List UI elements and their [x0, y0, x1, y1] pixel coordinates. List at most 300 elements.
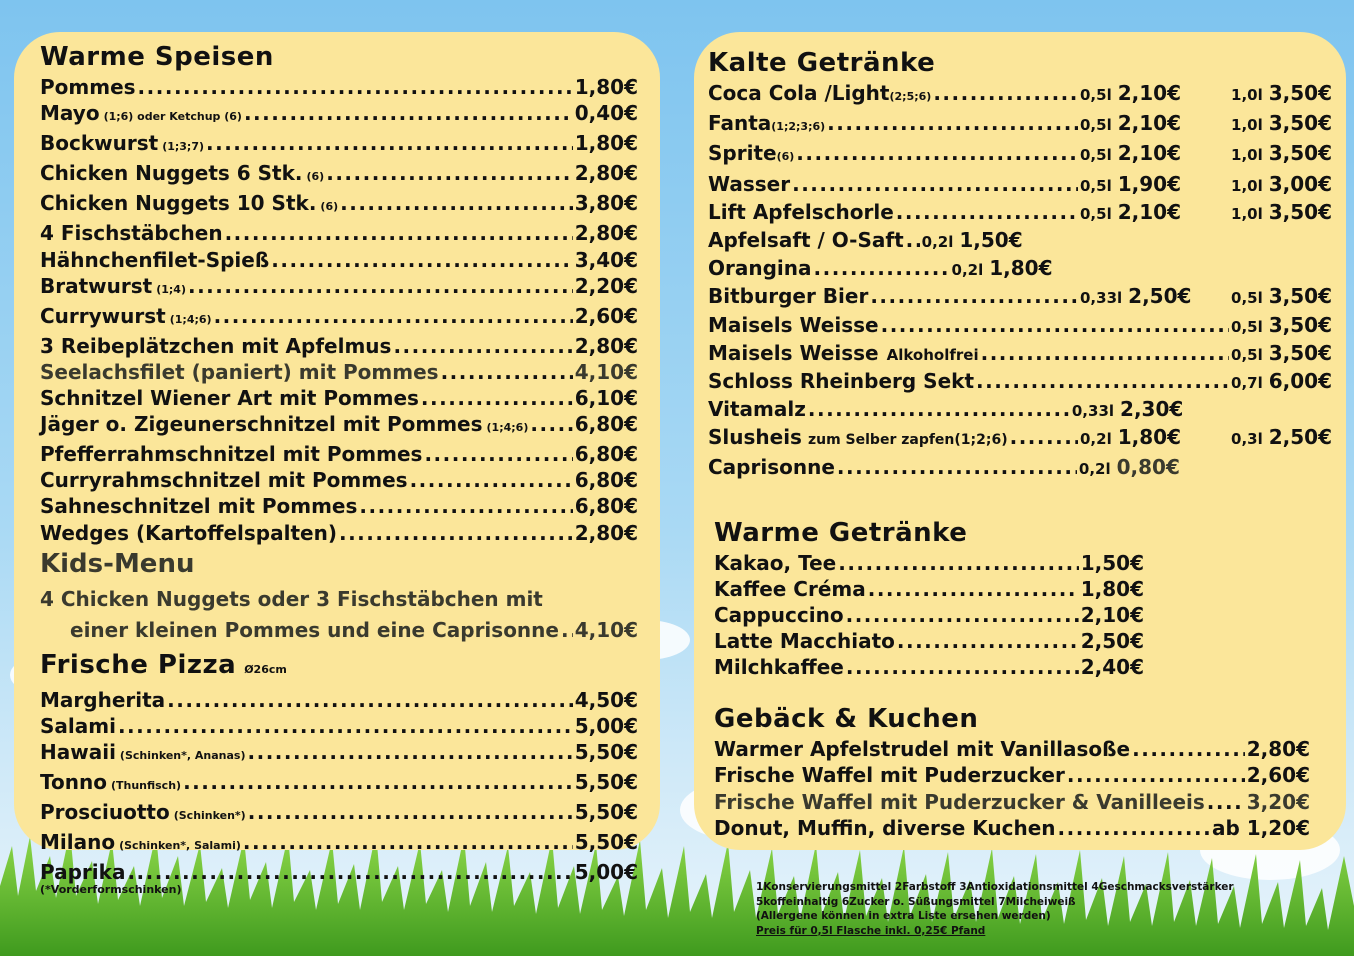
menu-item-name	[40, 799, 246, 829]
menu-item-name	[40, 520, 337, 546]
drink-name-text: Coca Cola /Light	[708, 81, 890, 105]
kids-menu-price: 4,10€	[574, 617, 638, 642]
dot-leader	[118, 713, 573, 739]
menu-item-price: 2,80€	[574, 161, 638, 186]
dot-leader	[1132, 736, 1245, 762]
menu-item-name-text: Frische Waffel mit Puderzucker & Vanilleeis	[714, 789, 1205, 814]
dot-leader	[881, 312, 1229, 338]
menu-item-name	[40, 739, 246, 769]
menu-item-name	[40, 493, 357, 519]
menu-item-price: 1,80€	[574, 75, 638, 99]
drink-price: 3,50€	[1268, 141, 1332, 166]
dot-leader	[441, 359, 573, 385]
menu-item	[714, 602, 1144, 628]
menu-item-name	[40, 769, 181, 799]
dot-leader	[421, 385, 573, 411]
drink-size-price-2	[1220, 110, 1332, 138]
menu-item	[40, 411, 638, 441]
menu-item	[40, 190, 638, 220]
dot-leader	[561, 615, 573, 646]
menu-item	[714, 815, 1310, 841]
drink-size-price-2	[1220, 424, 1332, 452]
legend-line: 5koffeinhaltig 6Zucker o. Süßungsmittel 7Milcheiweiß	[756, 895, 1076, 908]
menu-item-name	[40, 411, 528, 441]
drink-size-price-1	[922, 227, 1023, 255]
menu-item-name	[40, 273, 186, 303]
drink-volume: 0,5l	[1231, 289, 1263, 308]
menu-item-price: ab 1,20€	[1211, 815, 1310, 840]
dot-leader	[808, 396, 1070, 422]
drink-price: 2,10€	[1117, 81, 1181, 105]
menu-item-name	[714, 654, 844, 680]
drink-name	[708, 140, 794, 170]
drink-size-price-1	[1231, 368, 1332, 396]
dot-leader	[981, 340, 1229, 366]
drink-size-price-1	[1072, 396, 1183, 424]
drink-volume: 0,5l	[1080, 146, 1112, 165]
menu-item-name-text: Hawaii	[40, 739, 116, 764]
menu-item	[40, 385, 638, 411]
pizza-title: Frische Pizza	[40, 649, 237, 680]
menu-item-name-text: Curryrahmschnitzel mit Pommes	[40, 468, 408, 493]
menu-item-price: 1,50€	[1080, 550, 1144, 575]
menu-item-name-text: Schnitzel Wiener Art mit Pommes	[40, 386, 419, 411]
drink-volume: 1,0l	[1231, 176, 1263, 195]
drink-price: 6,00€	[1268, 369, 1332, 394]
drink-price: 3,50€	[1268, 199, 1332, 224]
dot-leader	[530, 411, 572, 437]
menu-item-name-text: Bockwurst	[40, 131, 159, 156]
menu-item-name	[40, 220, 223, 246]
menu-item	[40, 467, 638, 493]
menu-item-name-text: Wedges (Kartoffelspalten)	[40, 520, 337, 545]
menu-item-name-text: Tonno	[40, 769, 107, 794]
menu-item-price: 6,80€	[574, 468, 638, 493]
drink-price: 1,80€	[989, 256, 1053, 281]
drink-volume: 1,0l	[1231, 116, 1263, 135]
dot-leader	[359, 493, 572, 519]
menu-item-price: 3,20€	[1246, 789, 1310, 814]
drink-volume: 0,2l	[1078, 459, 1111, 478]
dot-leader	[339, 520, 573, 546]
drink-price: 1,90€	[1117, 171, 1181, 196]
drink-volume: 0,5l	[1080, 116, 1112, 135]
menu-item-name-text: Hähnchenfilet-Spieß	[40, 247, 270, 272]
menu-item-name	[40, 100, 242, 130]
drink-name-text: Slusheis	[708, 425, 802, 450]
menu-item	[714, 654, 1144, 680]
drink-volume: 0,5l	[1231, 317, 1263, 336]
pizza-size: Ø26cm	[244, 662, 287, 676]
menu-item-price: 5,50€	[574, 769, 638, 794]
kids-menu-line2-text: einer kleinen Pommes und eine Caprisonne	[70, 617, 559, 642]
dot-leader	[248, 739, 573, 765]
menu-item	[40, 713, 638, 739]
drink-size-price-1	[1080, 283, 1220, 311]
menu-item-price: 2,10€	[1080, 603, 1144, 628]
kids-menu-line2	[40, 615, 638, 646]
drink-price: 3,50€	[1268, 312, 1332, 337]
menu-item-allergens: (1;6) oder Ketchup (6)	[103, 110, 242, 124]
dot-leader	[1058, 815, 1210, 841]
menu-item-price: 5,00€	[574, 713, 638, 738]
drink-size-price-1	[1080, 110, 1220, 138]
menu-item	[714, 789, 1310, 815]
menu-item-name	[714, 815, 1056, 841]
menu-item	[40, 359, 638, 385]
menu-item	[714, 762, 1310, 788]
drink-volume: 0,2l	[951, 261, 984, 280]
drink-volume: 0,5l	[1080, 176, 1112, 195]
menu-item-name-text: Kakao, Tee	[714, 550, 837, 575]
dot-leader	[410, 467, 573, 493]
menu-item-name	[714, 550, 836, 576]
kids-menu-line1: 4 Chicken Nuggets oder 3 Fischstäbchen mit	[40, 586, 543, 611]
menu-item-allergens: (1;4;6)	[169, 312, 212, 326]
menu-item-name	[40, 713, 116, 739]
drink-allergens: (1;2;3;6)	[771, 120, 826, 134]
menu-item-price: 2,80€	[1246, 737, 1310, 762]
menu-item-price: 6,10€	[574, 386, 638, 411]
drink-volume: 1,0l	[1231, 204, 1263, 223]
section-title-warme-getraenke: Warme Getränke	[714, 517, 968, 548]
dot-leader	[326, 160, 573, 186]
drink-size-price-1	[1079, 454, 1180, 482]
menu-item-price: 3,40€	[574, 247, 638, 272]
menu-item-name	[714, 602, 844, 628]
menu-item-price: 3,80€	[574, 191, 638, 216]
menu-item-name-text: Currywurst	[40, 303, 166, 328]
legend-line: 1Konservierungsmittel 2Farbstoff 3Antioxidationsmittel 4Geschmacksverstärker	[756, 881, 1234, 893]
drink-name-text: Schloss Rheinberg Sekt	[708, 369, 975, 394]
dot-leader	[1067, 762, 1245, 788]
drink-item	[708, 283, 1332, 311]
menu-item-allergens: (1;4;6)	[486, 421, 529, 435]
drink-allergens: (2;5;6)	[889, 90, 932, 103]
menu-item	[40, 520, 638, 546]
menu-item-price: 2,80€	[574, 221, 638, 246]
legend-line: (Allergene können in extra Liste ersehen werden)	[756, 910, 1051, 922]
drink-item	[708, 110, 1332, 140]
dot-leader	[868, 576, 1079, 602]
menu-item-name	[40, 190, 338, 220]
drink-name	[708, 80, 931, 110]
dot-leader	[906, 227, 920, 253]
dot-leader	[248, 799, 573, 825]
dot-leader	[846, 654, 1079, 680]
menu-item	[40, 160, 638, 190]
allergen-legend	[756, 880, 1234, 938]
drink-price: 2,10€	[1117, 111, 1181, 136]
menu-item-price: 1,80€	[1080, 576, 1144, 601]
section-title-kids-menu: Kids-Menu	[40, 548, 195, 579]
drink-size-price-1	[1231, 312, 1332, 340]
dot-leader	[896, 199, 1078, 225]
dot-leader	[225, 220, 573, 246]
menu-item-name	[40, 130, 204, 160]
dot-leader	[870, 283, 1078, 309]
drink-size-price-1	[1080, 424, 1220, 452]
drink-price: 3,00€	[1268, 171, 1332, 196]
drink-volume: 0,5l	[1080, 204, 1112, 223]
drink-name-text: Maisels Weisse	[708, 312, 879, 337]
drink-name	[708, 454, 835, 480]
drink-size-price-2	[1220, 283, 1332, 311]
drink-name-text: Caprisonne	[708, 454, 835, 479]
drink-volume: 1,0l	[1231, 146, 1263, 165]
menu-item-name	[40, 359, 439, 385]
menu-item-name	[714, 736, 1130, 762]
drink-size-price-1	[1080, 80, 1220, 108]
dot-leader	[827, 110, 1078, 136]
drink-price: 2,10€	[1117, 141, 1181, 166]
menu-item-name-text: Pfefferrahmschnitzel mit Pommes	[40, 442, 423, 467]
drink-size-price-1	[1080, 140, 1220, 168]
menu-item	[714, 576, 1144, 602]
drink-volume: 0,3l	[1231, 430, 1263, 449]
menu-item	[40, 333, 638, 359]
drinks-menu-panel	[694, 32, 1346, 850]
dot-leader	[244, 100, 573, 126]
menu-item-name-text: Bratwurst	[40, 273, 153, 298]
drink-item	[708, 454, 1332, 482]
menu-item-allergens: (1;4)	[156, 282, 186, 296]
menu-item	[714, 736, 1310, 762]
dot-leader	[393, 333, 572, 359]
drink-name-text: Apfelsaft / O-Saft	[708, 228, 904, 253]
menu-item-price: 2,80€	[574, 333, 638, 358]
drink-item	[708, 199, 1332, 227]
menu-item-price: 2,60€	[1246, 763, 1310, 788]
menu-item-name	[714, 576, 866, 602]
drink-item	[708, 227, 1332, 255]
drink-name-text: Maisels Weisse	[708, 340, 879, 365]
menu-item-name	[40, 333, 391, 359]
menu-item-allergens: (Schinken*)	[173, 808, 246, 822]
legend-pfand-note: Preis für 0,5l Flasche inkl. 0,25€ Pfand	[756, 924, 986, 937]
drink-size-price-1	[952, 255, 1053, 283]
menu-item-allergens: (Thunfisch)	[110, 778, 182, 792]
drink-item	[708, 396, 1332, 424]
drink-size-price-1	[1080, 171, 1220, 199]
menu-item-name-text: Warmer Apfelstrudel mit Vanillasoße	[714, 737, 1131, 762]
dot-leader	[188, 273, 573, 299]
drink-volume: 0,5l	[1231, 345, 1263, 364]
dot-leader	[424, 441, 572, 467]
drink-name	[708, 171, 790, 197]
dot-leader	[1010, 424, 1078, 450]
drink-name	[708, 199, 894, 225]
dot-leader	[933, 80, 1078, 106]
menu-item	[40, 739, 638, 769]
drink-name-text: Orangina	[708, 256, 812, 281]
menu-item-name-text: Paprika	[40, 860, 126, 885]
menu-item	[40, 100, 638, 130]
menu-item	[40, 493, 638, 519]
dot-leader	[796, 140, 1078, 166]
menu-item-name	[714, 762, 1065, 788]
menu-item-name-text: Mayo	[40, 101, 100, 126]
menu-item-name-text: Prosciuotto	[40, 799, 170, 824]
dot-leader	[838, 550, 1079, 576]
drink-size-price-2	[1220, 199, 1332, 227]
drink-volume: 0,7l	[1231, 374, 1263, 393]
drink-item	[708, 340, 1332, 368]
menu-item-name	[40, 74, 136, 100]
menu-item-name-text: Milchkaffee	[714, 655, 844, 680]
menu-item-price: 2,60€	[574, 303, 638, 328]
menu-item-name	[40, 303, 212, 333]
drink-price: 2,30€	[1120, 397, 1184, 422]
menu-item-name	[40, 829, 241, 859]
drink-price: 2,10€	[1117, 199, 1181, 224]
drink-volume: 0,33l	[1080, 289, 1123, 308]
menu-item-price: 5,50€	[574, 799, 638, 824]
dot-leader	[837, 454, 1077, 480]
drink-item	[708, 424, 1332, 453]
kalte-getraenke-list	[708, 80, 1332, 482]
drink-name	[708, 283, 868, 309]
menu-item-name	[40, 859, 125, 885]
dot-leader	[340, 190, 573, 216]
drink-allergens: (6)	[776, 150, 795, 164]
drink-item	[708, 255, 1332, 283]
drink-name	[708, 255, 812, 281]
drink-price: 1,50€	[959, 228, 1023, 253]
drink-name	[708, 368, 974, 394]
menu-item-price: 4,10€	[574, 359, 638, 384]
drink-name-text: Fanta	[708, 111, 772, 136]
menu-item	[40, 130, 638, 160]
drink-name	[708, 424, 1008, 453]
dot-leader	[243, 829, 573, 855]
menu-item	[40, 441, 638, 467]
food-menu-panel	[14, 32, 660, 897]
menu-item-price: 6,80€	[574, 412, 638, 437]
gebaeck-list	[708, 736, 1310, 840]
menu-item-name-text: Cappuccino	[714, 603, 844, 628]
section-title-warme-speisen: Warme Speisen	[40, 42, 274, 72]
menu-item-allergens: (6)	[320, 200, 339, 214]
menu-item-name	[40, 687, 165, 713]
menu-item-price: 2,50€	[1080, 629, 1144, 654]
menu-item	[40, 859, 638, 885]
drink-name	[708, 110, 825, 140]
menu-item-price: 6,80€	[574, 494, 638, 519]
drink-volume: 1,0l	[1231, 86, 1263, 104]
drink-name-text: Sprite	[708, 141, 777, 166]
dot-leader	[814, 255, 950, 281]
drink-price: 0,80€	[1116, 454, 1180, 479]
drink-volume: 0,33l	[1071, 402, 1115, 421]
dot-leader	[127, 859, 572, 885]
menu-item-allergens: (Schinken*, Salami)	[119, 839, 241, 853]
menu-item-name-text: Donut, Muffin, diverse Kuchen	[714, 815, 1056, 840]
menu-item	[714, 628, 1144, 654]
drink-name	[708, 312, 879, 338]
menu-item-price: 2,40€	[1080, 655, 1144, 680]
drink-name	[708, 396, 806, 422]
drink-price: 2,50€	[1128, 284, 1192, 309]
menu-item-name-text: Latte Macchiato	[714, 629, 895, 654]
menu-item-name	[714, 628, 895, 654]
dot-leader	[138, 74, 573, 100]
drink-size-price-2	[1220, 171, 1332, 199]
menu-item-name-text: Jäger o. Zigeunerschnitzel mit Pommes	[40, 412, 483, 437]
menu-item-allergens: (1;3;7)	[162, 140, 205, 154]
menu-item-price: 4,50€	[574, 687, 638, 712]
dot-leader	[846, 602, 1079, 628]
drink-allergens: zum Selber zapfen(1;2;6)	[807, 432, 1008, 449]
drink-name-text: Bitburger Bier	[708, 284, 869, 309]
drink-size-price-2	[1220, 140, 1332, 168]
menu-item-name-text: Kaffee Créma	[714, 576, 866, 601]
menu-item-name-text: Frische Waffel mit Puderzucker	[714, 763, 1065, 788]
dot-leader	[976, 368, 1229, 394]
dot-leader	[1207, 789, 1245, 815]
drink-size-price-2	[1220, 80, 1332, 108]
menu-item	[40, 303, 638, 333]
drink-name-text: Vitamalz	[708, 397, 806, 422]
menu-item-allergens: (Schinken*, Ananas)	[119, 748, 246, 762]
drink-price: 3,50€	[1268, 284, 1332, 309]
menu-item-name	[40, 467, 408, 493]
menu-item-price: 1,80€	[574, 131, 638, 156]
drink-volume: 0,2l	[1080, 430, 1112, 449]
menu-item-name-text: Margherita	[40, 687, 166, 712]
menu-item-name-text: Salami	[40, 713, 116, 738]
menu-item-name-text: Sahneschnitzel mit Pommes	[40, 494, 358, 519]
drink-volume: 0,5l	[1080, 86, 1112, 104]
drink-item	[708, 171, 1332, 199]
menu-item-name	[40, 247, 269, 273]
menu-item	[40, 273, 638, 303]
dot-leader	[183, 769, 573, 795]
pizza-footnote: (*Vorderformschinken)	[40, 883, 182, 897]
drink-price: 3,50€	[1268, 81, 1332, 105]
menu-item	[40, 799, 638, 829]
menu-item-name-text: Chicken Nuggets 10 Stk.	[40, 191, 317, 216]
menu-item-price: 5,00€	[574, 860, 638, 885]
menu-item-name-text: Seelachsfilet (paniert) mit Pommes	[40, 359, 439, 384]
menu-item-price: 0,40€	[574, 101, 638, 126]
menu-item-name-text: 3 Reibeplätzchen mit Apfelmus	[40, 333, 392, 358]
menu-item-name	[40, 385, 419, 411]
menu-item-price: 5,50€	[574, 830, 638, 855]
drink-price: 3,50€	[1268, 111, 1332, 136]
menu-item-price: 6,80€	[574, 442, 638, 467]
drink-size-price-1	[1231, 340, 1332, 368]
drink-price: 1,80€	[1117, 425, 1181, 450]
menu-item	[714, 550, 1144, 576]
drink-item	[708, 312, 1332, 340]
menu-item-allergens: (6)	[306, 170, 325, 184]
menu-item-name	[40, 160, 324, 190]
menu-item-price: 5,50€	[574, 739, 638, 764]
dot-leader	[167, 687, 573, 713]
menu-item-name-text: Chicken Nuggets 6 Stk.	[40, 161, 303, 186]
menu-item	[40, 687, 638, 713]
menu-item-name	[40, 441, 422, 467]
pizza-list	[40, 687, 638, 886]
menu-item-price: 2,80€	[574, 520, 638, 545]
section-title-kalte-getraenke: Kalte Getränke	[708, 48, 936, 78]
drink-size-price-1	[1080, 199, 1220, 227]
menu-item-name-text: Milano	[40, 830, 116, 855]
drink-name	[708, 227, 904, 253]
dot-leader	[271, 247, 572, 273]
menu-item	[40, 74, 638, 100]
